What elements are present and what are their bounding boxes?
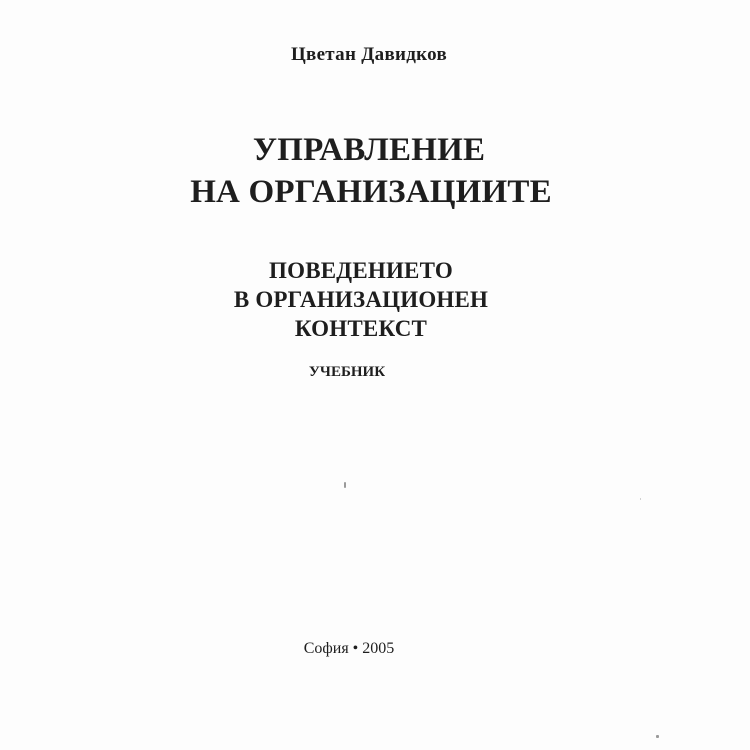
subtitle-line-3: КОНТЕКСТ: [294, 316, 428, 341]
scan-speck: [640, 498, 641, 500]
publication-imprint: София • 2005: [303, 640, 395, 657]
author-name: Цветан Давидков: [290, 44, 448, 65]
book-title-line-2: НА ОРГАНИЗАЦИИТЕ: [190, 174, 552, 210]
textbook-label: УЧЕБНИК: [308, 364, 386, 380]
book-title-line-1: УПРАВЛЕНИЕ: [252, 132, 486, 168]
scan-speck: [656, 735, 659, 738]
subtitle-line-1: ПОВЕДЕНИЕТО: [269, 258, 453, 283]
subtitle-line-2: В ОРГАНИЗАЦИОНЕН: [233, 287, 489, 312]
scan-speck: [344, 482, 346, 488]
